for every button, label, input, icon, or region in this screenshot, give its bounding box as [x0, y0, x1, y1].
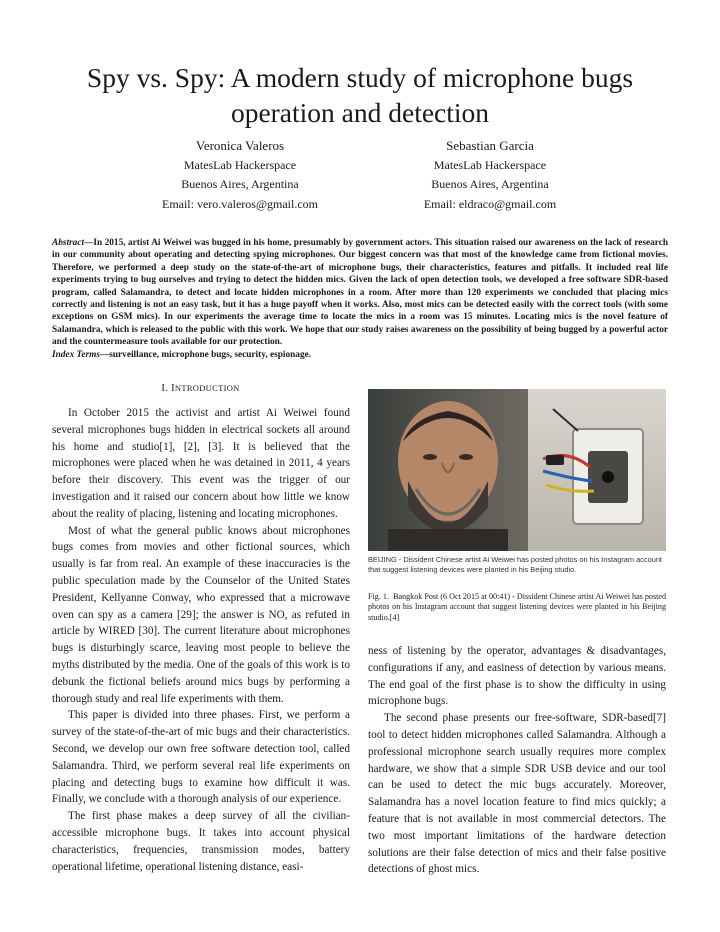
photo-caption: BEIJING - Dissident Chinese artist Ai Weiwei has posted photos on his Instagram account that suggest listening devices were planted in his Beijing studio. [368, 555, 662, 574]
section-number: I. [161, 383, 169, 394]
author-name: Sebastian Garcia [446, 138, 534, 153]
author-block-1 [115, 136, 365, 214]
paragraph: The second phase presents our free-software, SDR-based[7] tool to detect hidden microphones called Salamandra. Although a professional microphone search usually requires more complex hardware, we show that a simple SDR USB device and our tool can be used to detect the mic bugs accurately. Moreover, Salamandra has a novel location feature to find mics quickly; a feature that is not available in most commercial detectors. The two most important limitations of the hardware detection solutions are their false detection of mics and their false positive detections of ghost mics. [368, 712, 666, 876]
figure-caption-label: Fig. 1. [368, 592, 389, 601]
author-block-2 [365, 136, 615, 214]
figure-photo [368, 389, 666, 551]
abstract-label: Abstract [52, 238, 85, 248]
section-title-rest: NTRODUCTION [174, 383, 240, 393]
figure-caption-text: Bangkok Post (6 Oct 2015 at 00:41) - Dissident Chinese artist Ai Weiwei has posted photos on his Instagram account that suggest listening devices were planted in his Beijing studio.[4] [368, 592, 667, 622]
paper-title: Spy vs. Spy: A modern study of microphone bugs operation and detection [86, 62, 634, 128]
author-name: Veronica Valeros [195, 138, 285, 153]
abstract-text: —In 2015, artist Ai Weiwei was bugged in his home, presumably by government actors. This situation raised our awareness on the lack of research in our community about operating and detecting spying microphones. Our biggest concern was that most of the knowledge came from fictional movies. Therefore, we performed a deep study on the state-of-the-art of microphone bugs, their characteristics, features and pitfalls. It included real life experiments trying to bug ourselves and trying to detect the hidden mics. Given the lack of open detection tools, we developed a free software SDR-based program, called Salamandra, to detect and locate hidden microphones in a room. After more than 120 experiments we concluded that placing mics correctly and listening is not an easy task, but it has a huge payoff when it works. Also, most mics can be detected easily with the correct tools (with some exceptions on GSM mics). In our experiments the average time to locate the mics in a room was 15 minutes. Locating mics is the novel feature of Salamandra, which is released to the public with this work. We hope that our study raises awareness on the possibility of being bugged by a powerful actor and the countermeasure tools available for our protection. [52, 238, 668, 348]
paragraph: Most of what the general public knows about microphones bugs comes from movies and other fictional sources, which usually is far from real. An example of these inaccuracies is the public speculation made by the Counselor of the United States President, Kellyanne Conway, who expressed that a microwave oven can spy as a camera [29]; the answer is NO, as refuted in article by WIRED [30]. The current literature about microphones bugs is disturbingly scarce, leaving most people to believe the myths distributed by the media. One of the goals of this work is to debunk the fictional beliefs around mics bugs by performing a thorough study and real life experiments with them. [52, 524, 350, 705]
abstract [52, 237, 668, 361]
author-affiliation: MatesLab Hackerspace [183, 157, 297, 172]
paragraph: In October 2015 the activist and artist Ai Weiwei found several microphones bugs hidden in electrical sockets all around his home and studio[1], [2], [3]. It is believed that the microphones were placed when he was detained in 2011, 4 years before their discovery. This event was the trigger of our investigation and it raised our concern about how little we know about the reality of placing, listening and locating microphones. [52, 407, 350, 520]
author-affiliation: MatesLab Hackerspace [433, 157, 547, 172]
paragraph: ness of listening by the operator, advantages & disadvantages, configurations if any, and easiness of detection by various means. The end goal of the first phase is to show the difficulty in using microphone bugs. [368, 645, 666, 708]
author-location: Buenos Aires, Argentina [181, 177, 299, 191]
left-column [52, 405, 350, 875]
paragraph: The first phase makes a deep survey of all the civilian-accessible microphone bugs. It takes into account physical characteristics, frequencies, transmission modes, battery operational lifetime, operational listening distance, easi- [52, 810, 350, 873]
author-email: Email: eldraco@gmail.com [423, 196, 557, 211]
figure-1 [368, 389, 666, 583]
right-column [368, 643, 666, 878]
portrait-and-socket-illustration [368, 389, 666, 551]
section-title-initial: I [171, 383, 175, 394]
section-heading [52, 383, 349, 394]
index-terms-text: —surveillance, microphone bugs, security, espionage. [99, 349, 312, 360]
index-terms-label: Index Terms [52, 349, 100, 360]
author-location: Buenos Aires, Argentina [431, 177, 549, 191]
figure-caption [368, 592, 666, 623]
author-email: Email: vero.valeros@gmail.com [161, 196, 318, 211]
paragraph: This paper is divided into three phases. First, we perform a survey of the state-of-the-art of mic bugs and their characteristics. Second, we develop our own free software detection tool, called Salamandra. Third, we perform several real life experiments on placing and detecting bugs to examine how difficult it was. Finally, we conclude with a thorough analysis of our experience. [52, 709, 350, 806]
